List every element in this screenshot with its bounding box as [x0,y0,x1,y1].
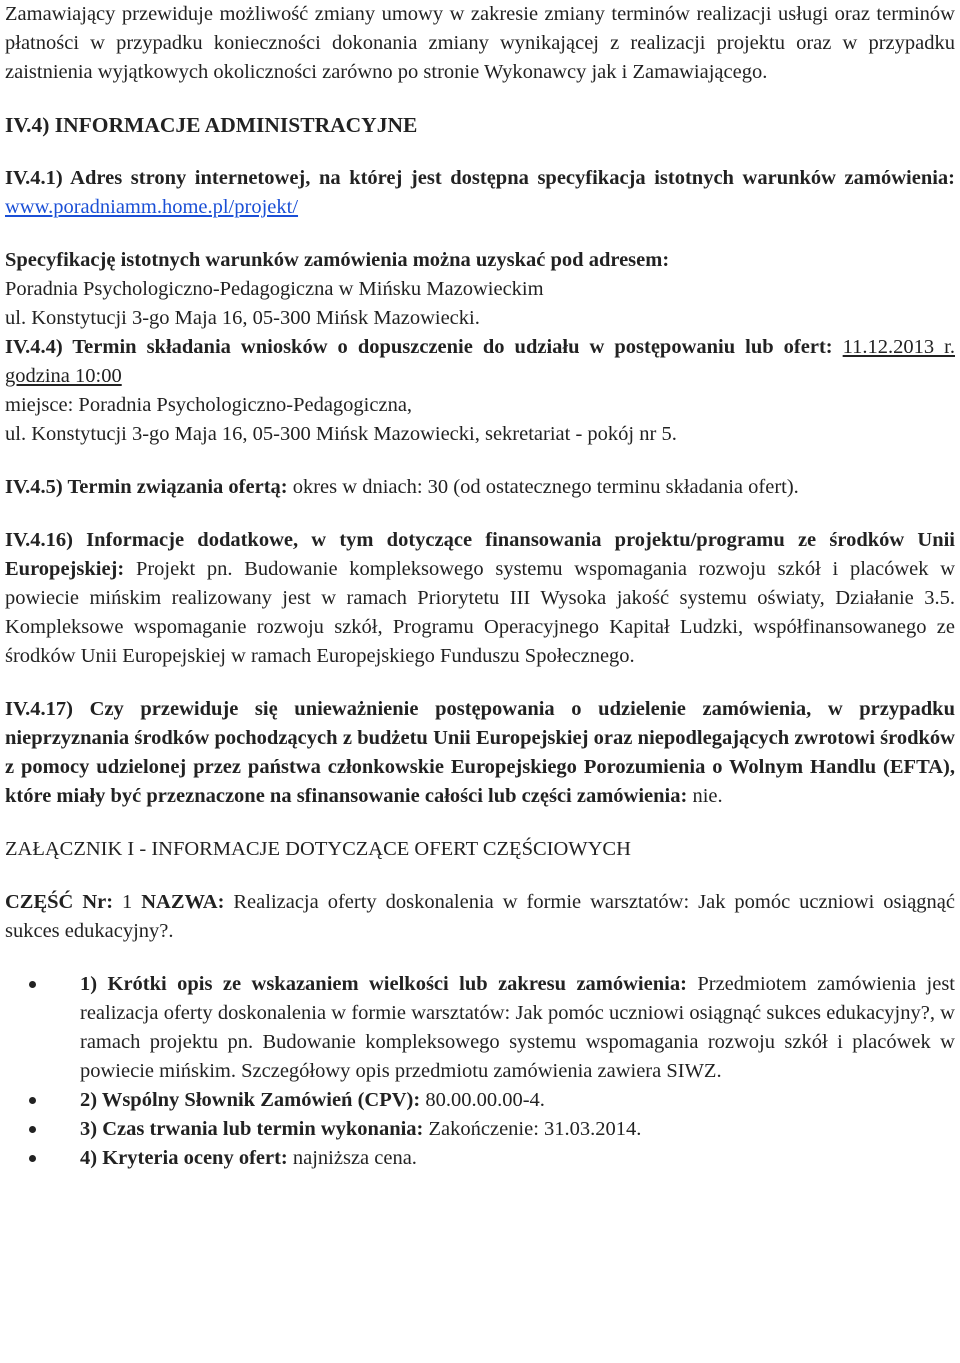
section-iv-4-1 [5,164,955,222]
section-iv-4-4 [5,333,955,391]
part-details-list [5,970,955,1173]
part-nr-label: CZĘŚĆ Nr: [5,891,114,913]
iv-4-16-label: IV.4.16) Informacje dodatkowe, w tym dotyczące finansowania projektu/programu ze środków Unii Europejskiej: [5,529,955,580]
section-iv-4-17 [5,695,955,811]
iv-4-17-answer: nie. [692,785,723,807]
specification-address-line-2: ul. Konstytucji 3-go Maja 16, 05-300 Mińsk Mazowiecki. [5,307,480,329]
iv-4-5-text: okres w dniach: 30 (od ostatecznego terminu składania ofert). [292,476,799,498]
section-iv-4-5 [5,473,955,502]
bullet-icon [29,1126,36,1133]
deadline-date: 11.12.2013 r. godzina 10:00 [5,336,955,387]
iv-4-5-label: IV.4.5) Termin związania ofertą: [5,476,288,498]
submission-place-line-1: miejsce: Poradnia Psychologiczno-Pedagogiczna, [5,394,413,416]
list-item: 3) Czas trwania lub termin wykonania: Zakończenie: 31.03.2014. [5,1115,955,1144]
bullet-icon [29,1155,36,1162]
iv-4-17-label: IV.4.17) Czy przewiduje się unieważnienie postępowania o udzielenie zamówienia, w przypadku nieprzyznania środków pochodzących z budżetu Unii Europejskiej oraz niepodlegających zwrotowi środków z pomocy udzielonej przez państwa członkowskie Europejskiego Porozumienia o Wolnym Handlu (EFTA), które miały być przeznaczone na sfinansowanie całości lub części zamówienia: [5,698,955,807]
document-page [5,0,955,1173]
bullet-icon [29,981,36,988]
annex-title: ZAŁĄCZNIK I - INFORMACJE DOTYCZĄCE OFERT CZĘŚCIOWYCH [5,838,631,860]
iv-4-1-label: IV.4.1) Adres strony internetowej, na której jest dostępna specyfikacja istotnych warunków zamówienia: [5,167,955,189]
iv-4-16-text: Projekt pn. Budowanie kompleksowego systemu wspomagania rozwoju szkół i placówek w powiecie mińskim realizowany jest w ramach Priorytetu III Wysoka jakość systemu oświaty, Działanie 3.5. Kompleksowe wspomaganie rozwoju szkół, Programu Operacyjnego Kapitał Ludzki, współfinansowanego ze środków Unii Europejskiej w ramach Europejskiego Funduszu Społecznego. [5,558,956,667]
submission-place-line-2: ul. Konstytucji 3-go Maja 16, 05-300 Mińsk Mazowiecki, sekretariat - pokój nr 5. [5,423,677,445]
list-item: 4) Kryteria oceny ofert: najniższa cena. [5,1144,955,1173]
part-nr: 1 [122,891,133,913]
bullet-icon [29,1097,36,1104]
specification-address-label: Specyfikację istotnych warunków zamówienia można uzyskać pod adresem: [5,249,670,271]
part-name-label: NAZWA: [141,891,225,913]
section-heading-administrative: IV.4) INFORMACJE ADMINISTRACYJNE [5,113,418,137]
section-iv-4-16 [5,526,955,671]
part-description [5,888,955,946]
specification-url-link[interactable]: www.poradniamm.home.pl/projekt/ [5,196,299,218]
part-name: Realizacja oferty doskonalenia w formie warsztatów: Jak pomóc uczniowi osiągnąć sukces edukacyjny?. [5,891,956,942]
iv-4-4-label: IV.4.4) Termin składania wniosków o dopuszczenie do udziału w postępowaniu lub ofert: [5,336,833,358]
contract-change-paragraph: Zamawiający przewiduje możliwość zmiany umowy w zakresie zmiany terminów realizacji usługi oraz terminów płatności w przypadku konieczności dokonania zmiany wynikającej z realizacji projektu oraz w przypadku zaistnienia wyjątkowych okoliczności zarówno po stronie Wykonawcy jak i Zamawiającego. [5,3,955,83]
list-item: 1) Krótki opis ze wskazaniem wielkości lub zakresu zamówienia: Przedmiotem zamówienia jest realizacja oferty doskonalenia w formie warsztatów: Jak pomóc uczniowi osiągnąć sukces edukacyjny?, w ramach projektu pn. Budowanie kompleksowego systemu wspomagania rozwoju szkół i placówek w powiecie mińskim. Szczegółowy opis przedmiotu zamówienia zawiera SIWZ. [5,970,955,1086]
specification-address-line-1: Poradnia Psychologiczno-Pedagogiczna w Mińsku Mazowieckim [5,278,544,300]
list-item: 2) Wspólny Słownik Zamówień (CPV): 80.00.00.00-4. [5,1086,955,1115]
